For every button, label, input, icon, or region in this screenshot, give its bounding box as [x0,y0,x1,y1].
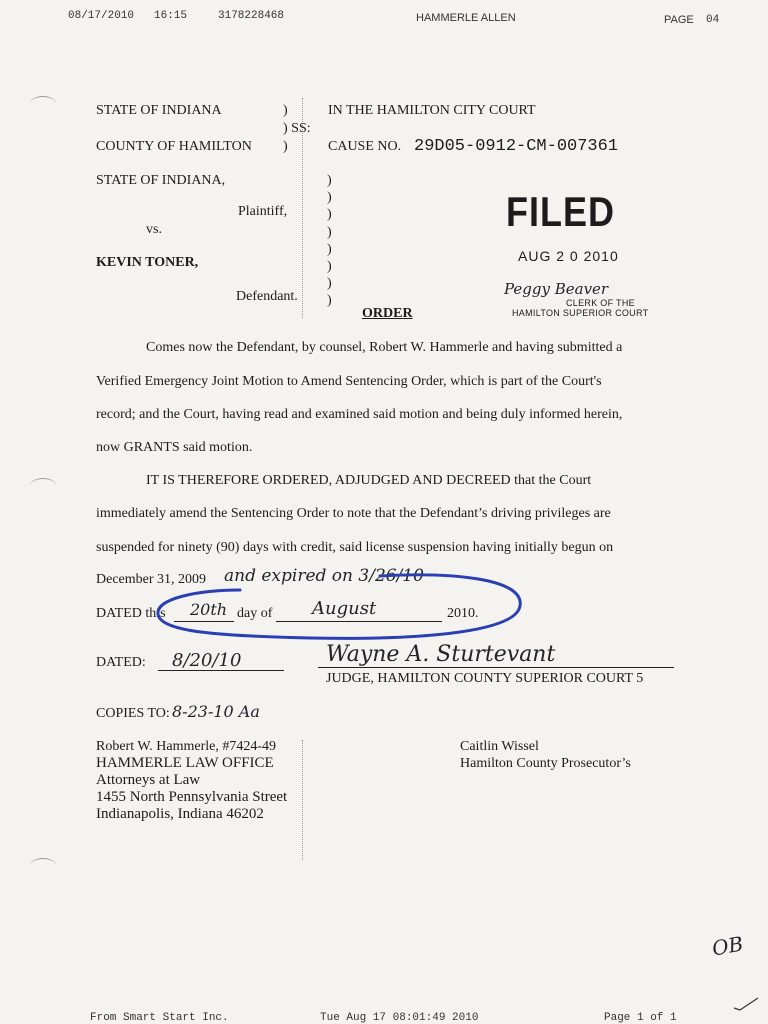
caption-county: COUNTY OF HAMILTON [96,139,252,154]
order-text-line: IT IS THEREFORE ORDERED, ADJUDGED AND DECREED that the Court [146,473,592,488]
recipient-line: Robert W. Hammerle, #7424-49 [96,739,277,754]
margin-handwritten-note: OB [710,931,745,961]
recipient-line: Caitlin Wissel [460,739,539,754]
handwritten-expiration-note: and expired on 3/26/10 [224,566,424,586]
recipient-prosecutor [460,738,631,772]
clerk-stamp-text [512,298,648,318]
plaintiff-party: STATE OF INDIANA, [96,173,226,188]
recipient-line: 1455 North Pennsylvania Street [96,789,288,805]
clerk-signature: Peggy Beaver [504,280,609,298]
order-text-line: record; and the Court, having read and examined said motion and being duly informed herein, [96,407,623,422]
copies-to-label: COPIES TO: [96,706,170,721]
caption-paren-column: ) ) ) ) ) ) ) ) [327,173,332,309]
recipient-line: Indianapolis, Indiana 46202 [96,806,264,822]
dated-label: DATED: [96,655,146,670]
plaintiff-label: Plaintiff, [238,204,288,219]
defendant-party: KEVIN TONER, [96,255,199,270]
order-text-line: Comes now the Defendant, by counsel, Robert W. Hammerle and having submitted a [146,340,623,355]
fax-header-page-label: PAGE [664,14,694,26]
recipient-hammerle [96,738,287,823]
pen-tick-mark [732,996,760,1012]
fax-header-date: 08/17/2010 [68,10,135,22]
handwritten-date: 8/20/10 [172,650,242,671]
dated-year: 2010. [447,606,479,621]
versus-label: vs. [146,222,162,237]
recipient-line: Hamilton County Prosecutor’s [460,756,631,771]
judge-title: JUDGE, HAMILTON COUNTY SUPERIOR COURT 5 [326,671,644,686]
punch-hole-mark [30,96,56,111]
blue-circle-annotation [120,568,530,648]
caption-state: STATE OF INDIANA [96,103,222,118]
order-text-line: Verified Emergency Joint Motion to Amend Sentencing Order, which is part of the Court's [96,374,602,389]
fax-header-time: 16:15 [154,10,188,22]
order-text-line: immediately amend the Sentencing Order to note that the Defendant’s driving privileges are [96,506,611,521]
order-text-line: suspended for ninety (90) days with credit, said license suspension having initially begun on [96,540,614,555]
recipient-line: Attorneys at Law [96,772,201,788]
handwritten-day: 20th [190,600,228,619]
fax-header-page-number: 04 [706,14,720,26]
fax-footer-timestamp: Tue Aug 17 08:01:49 2010 [320,1012,479,1024]
caption-paren: ) [283,139,288,154]
fax-footer-page: Page 1 of 1 [604,1012,677,1024]
handwritten-month: August [312,598,377,619]
order-text-line: now GRANTS said motion. [96,440,253,455]
caption-paren: ) [283,103,288,118]
filed-stamp-date: AUG 2 0 2010 [518,248,619,264]
order-title: ORDER [362,306,413,321]
fold-line [302,740,303,860]
court-name: IN THE HAMILTON CITY COURT [328,103,536,118]
order-text-line: December 31, 2009 [96,572,207,587]
handwritten-copies-note: 8-23-10 Aa [172,702,260,721]
clerk-stamp-line2: HAMILTON SUPERIOR COURT [512,308,649,318]
punch-hole-mark [30,478,56,493]
defendant-label: Defendant. [236,289,298,304]
signature-line [318,667,674,668]
cause-number-label: CAUSE NO. [328,139,402,154]
cause-number: 29D05-0912-CM-007361 [414,137,619,156]
caption-ss: ) SS: [283,121,311,136]
day-of-label: day of [237,606,273,621]
dated-this-label: DATED this [96,606,166,621]
punch-hole-mark [30,858,56,873]
judge-signature: Wayne A. Sturtevant [326,642,556,667]
fax-header-number: 3178228468 [218,10,285,22]
clerk-stamp-line1: CLERK OF THE [566,298,635,308]
fax-header-sender: HAMMERLE ALLEN [416,12,516,24]
fax-footer-from: From Smart Start Inc. [90,1012,229,1024]
filed-stamp: FILED [506,188,615,236]
recipient-line: HAMMERLE LAW OFFICE [96,755,274,771]
